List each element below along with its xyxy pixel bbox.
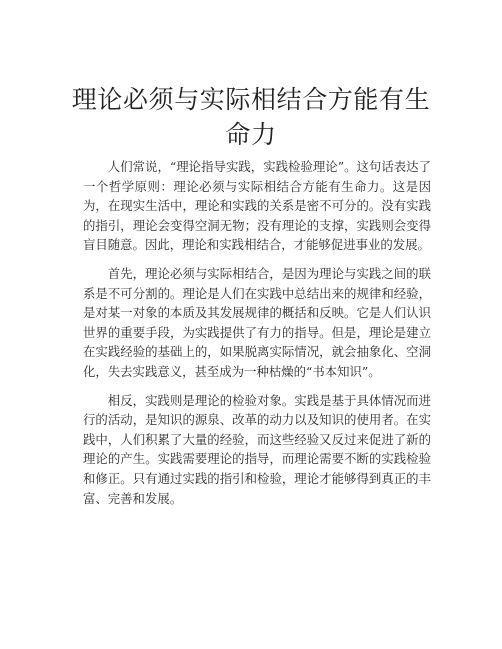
- document-title: 理论必须与实际相结合方能有生命力: [71, 85, 431, 149]
- document-body: [83, 157, 431, 517]
- paragraph-1: 人们常说，“理论指导实践，实践检验理论”。这句话表达了一个哲学原则：理论必须与实际相结合方能有生命力。这是因为，在现实生活中，理论和实践的关系是密不可分的。没有实践的指引，理论会变得空洞无物；没有理论的支撑，实践则会变得盲目随意。因此，理论和实践相结合，才能够促进事业的发展。: [83, 159, 431, 253]
- paragraph-2: 首先，理论必须与实际相结合，是因为理论与实践之间的联系是不可分割的。理论是人们在实践中总结出来的规律和经验，是对某一对象的本质及其发展规律的概括和反映。它是人们认识世界的重要手段，为实践提供了有力的指导。但是，理论是建立在实践经验的基础上的，如果脱离实际情况，就会抽象化、空洞化，失去实践意义，甚至成为一种枯燥的“书本知识”。: [83, 265, 431, 379]
- paragraph-3: 相反，实践则是理论的检验对象。实践是基于具体情况而进行的活动，是知识的源泉、改革的动力以及知识的使用者。在实践中，人们积累了大量的经验，而这些经验又反过来促进了新的理论的产生。实践需要理论的指导，而理论需要不断的实践检验和修正。只有通过实践的指引和检验，理论才能够得到真正的丰富、完善和发展。: [83, 392, 431, 506]
